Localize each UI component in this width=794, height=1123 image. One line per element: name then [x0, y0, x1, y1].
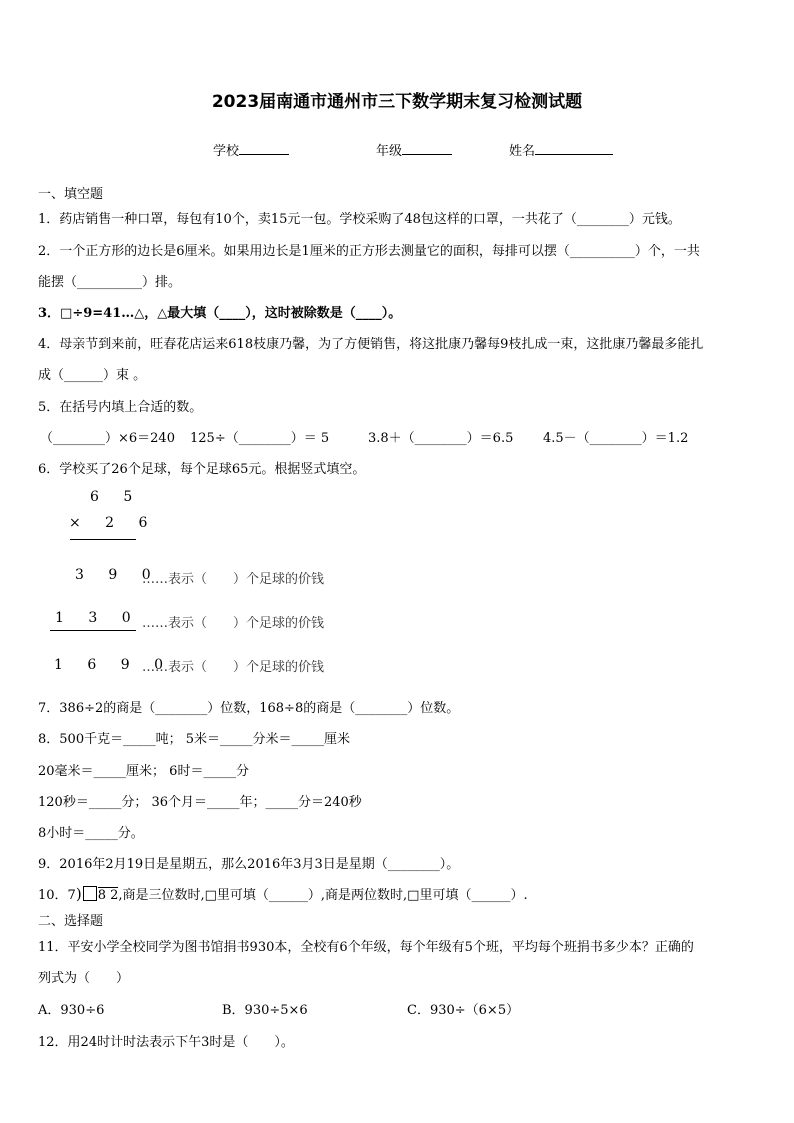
vertical-calc-row2: × 2 6 [69, 515, 158, 531]
question-1: 1．药店销售一种口罩，每包有10个，卖15元一包。学校采购了48包这样的口罩，一共花了（________）元钱。 [38, 212, 681, 227]
question-7: 7．386÷2的商是（________）位数，168÷8的商是（________）位数。 [38, 701, 460, 716]
option-b[interactable]: B．930÷5×6 [222, 1003, 308, 1018]
question-4-line1: 4．母亲节到来前，旺春花店运来618枝康乃馨，为了方便销售，将这批康乃馨每9枝扎成一束，这批康乃馨最多能扎 [38, 337, 704, 352]
option-a[interactable]: A．930÷6 [38, 1003, 105, 1018]
question-4-line2: 成（______）束 。 [38, 368, 147, 383]
grade-field [376, 140, 452, 159]
question-11-line2: 列式为（ ） [38, 971, 130, 986]
question-10-dividend: 8 2 [97, 888, 119, 903]
question-8-line1: 8．500千克＝_____吨； 5米＝_____分米＝_____厘米 [38, 732, 350, 747]
vertical-calc-rule2 [50, 630, 136, 631]
question-2-line1: 2．一个正方形的边长是6厘米。如果用边长是1厘米的正方形去测量它的面积，每排可以摆（__________）个，一共 [38, 244, 700, 259]
question-5-part-1: （________）×6＝240 [40, 431, 175, 446]
section-choice: 二、选择题 [38, 914, 104, 929]
digit-box [83, 886, 97, 901]
vertical-calc-rule1 [70, 539, 136, 540]
name-blank[interactable] [535, 141, 613, 155]
school-field [213, 140, 289, 159]
question-2-line2: 能摆（__________）排。 [38, 275, 182, 290]
question-8-line2: 20毫米＝_____厘米； 6时＝_____分 [38, 764, 249, 779]
vertical-calc-row4: 1 3 0 [55, 610, 141, 626]
option-c[interactable]: C．930÷（6×5） [407, 1003, 520, 1018]
vertical-calc-row1: 6 5 [90, 489, 143, 505]
question-11-line1: 11．平安小学全校同学为图书馆捐书930本，全校有6个年级，每个年级有5个班，平均每个班捐书多少本？正确的 [38, 940, 694, 955]
question-10-text: ,商是三位数时,□里可填（______）,商是两位数时,□里可填（______）. [118, 888, 528, 903]
question-12: 12．用24时计时法表示下午3时是（ ）。 [38, 1035, 294, 1050]
question-5-part-3: 3.8＋（________）＝6.5 [368, 431, 514, 446]
question-8-line3: 120秒＝_____分； 36个月＝_____年；_____分＝240秒 [38, 795, 362, 810]
vertical-calc-row5: 1 6 9 0 [54, 657, 173, 673]
question-10-prefix: 10．7 [38, 888, 76, 903]
question-5-part-4: 4.5－（________）＝1.2 [543, 431, 689, 446]
school-blank[interactable] [239, 141, 289, 155]
vertical-calc-note-3: ……表示（ ）个足球的价钱 [142, 660, 325, 675]
question-5-part-2: 125÷（________）＝ 5 [190, 431, 330, 446]
name-field [509, 140, 613, 159]
question-9: 9．2016年2月19日是星期五，那么2016年3月3日是星期（________）。 [38, 857, 460, 872]
school-label: 学校 [213, 144, 240, 159]
question-3: 3．□÷9=41…△，△最大填（____），这时被除数是（____）。 [38, 306, 402, 321]
page-title: 2023届南通市通州市三下数学期末复习检测试题 [211, 92, 583, 112]
vertical-calc-note-1: ……表示（ ）个足球的价钱 [142, 572, 325, 587]
vertical-calc-note-2: ……表示（ ）个足球的价钱 [142, 616, 325, 631]
question-5: 5．在括号内填上合适的数。 [38, 400, 203, 415]
vertical-calc-row3: 3 9 0 [75, 567, 161, 583]
question-8-line4: 8小时＝_____分。 [38, 826, 144, 841]
section-fill-in: 一、填空题 [38, 187, 104, 202]
grade-label: 年级 [376, 144, 403, 159]
question-10: 10．7) 8 2,商是三位数时,□里可填（______）,商是两位数时,□里可填（______）. [38, 885, 528, 903]
grade-blank[interactable] [402, 141, 452, 155]
name-label: 姓名 [509, 144, 536, 159]
question-6: 6．学校买了26个足球，每个足球65元。根据竖式填空。 [38, 462, 366, 477]
